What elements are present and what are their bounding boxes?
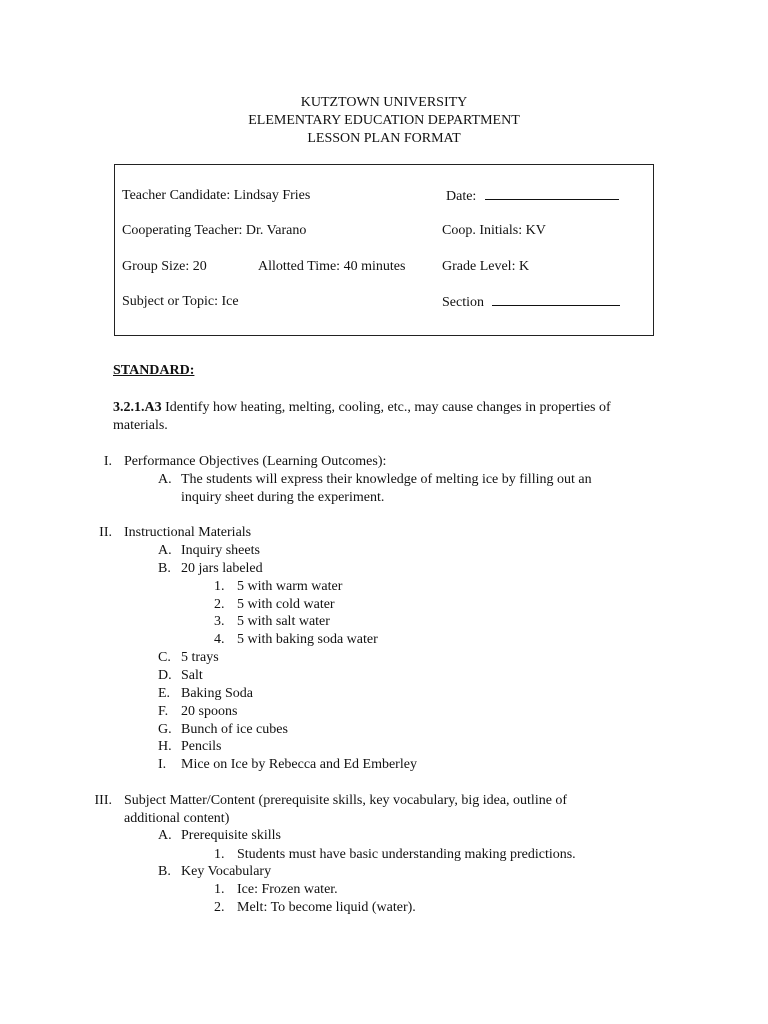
list-marker: F. bbox=[158, 704, 169, 719]
list-marker: I. bbox=[158, 757, 167, 772]
list-item: Prerequisite skills bbox=[181, 828, 281, 843]
document-title: LESSON PLAN FORMAT bbox=[307, 131, 461, 146]
list-item: Pencils bbox=[181, 739, 222, 754]
sublist-marker: 1. bbox=[214, 847, 225, 862]
list-item: Key Vocabulary bbox=[181, 864, 272, 879]
sublist-marker: 3. bbox=[214, 614, 225, 629]
sublist-item: Ice: Frozen water. bbox=[237, 882, 338, 897]
sublist-marker: 4. bbox=[214, 632, 225, 647]
list-marker: E. bbox=[158, 686, 171, 701]
section-title: Instructional Materials bbox=[124, 525, 252, 540]
sublist-marker: 1. bbox=[214, 882, 225, 897]
list-item: 20 jars labeled bbox=[181, 561, 263, 576]
list-item: Salt bbox=[181, 668, 203, 683]
subject-topic: Subject or Topic: Ice bbox=[122, 294, 239, 309]
list-item: Bunch of ice cubes bbox=[181, 722, 288, 737]
list-marker: A. bbox=[158, 472, 172, 487]
standard-description: Identify how heating, melting, cooling, etc., may cause changes in properties of bbox=[161, 400, 611, 415]
section-title: Subject Matter/Content (prerequisite skills, key vocabulary, big idea, outline of bbox=[124, 793, 568, 808]
sublist-item: 5 with warm water bbox=[237, 579, 343, 594]
sublist-item: 5 with cold water bbox=[237, 597, 335, 612]
list-item: 20 spoons bbox=[181, 704, 238, 719]
standard-code: 3.2.1.A3 bbox=[113, 400, 162, 415]
list-marker: B. bbox=[158, 864, 171, 879]
sublist-item: 5 with baking soda water bbox=[237, 632, 378, 647]
list-item: 5 trays bbox=[181, 650, 219, 665]
section-title: Performance Objectives (Learning Outcomes): bbox=[124, 454, 387, 469]
standard-text bbox=[113, 399, 611, 416]
department-name: ELEMENTARY EDUCATION DEPARTMENT bbox=[248, 113, 520, 128]
list-marker: D. bbox=[158, 668, 172, 683]
list-item: Inquiry sheets bbox=[181, 543, 260, 558]
sublist-item: Melt: To become liquid (water). bbox=[237, 900, 416, 915]
standard-text-continued: materials. bbox=[113, 418, 168, 433]
section-field bbox=[442, 293, 620, 311]
section-blank bbox=[492, 293, 620, 306]
sublist-item: 5 with salt water bbox=[237, 614, 330, 629]
list-marker: H. bbox=[158, 739, 172, 754]
sublist-item: Students must have basic understanding making predictions. bbox=[237, 847, 576, 862]
standard-heading: STANDARD: bbox=[113, 363, 195, 378]
list-marker: B. bbox=[158, 561, 171, 576]
section-title-continued: additional content) bbox=[124, 811, 230, 826]
list-item-continued: inquiry sheet during the experiment. bbox=[181, 490, 385, 505]
section-label: Section bbox=[442, 295, 484, 310]
list-marker: A. bbox=[158, 543, 172, 558]
section-numeral: I. bbox=[103, 454, 112, 469]
group-size: Group Size: 20 bbox=[122, 259, 207, 274]
coop-initials: Coop. Initials: KV bbox=[442, 223, 546, 238]
list-item: The students will express their knowledge of melting ice by filling out an bbox=[181, 472, 592, 487]
list-marker: G. bbox=[158, 722, 172, 737]
sublist-marker: 2. bbox=[214, 597, 225, 612]
list-item: Mice on Ice by Rebecca and Ed Emberley bbox=[181, 757, 417, 772]
sublist-marker: 1. bbox=[214, 579, 225, 594]
university-name: KUTZTOWN UNIVERSITY bbox=[300, 95, 468, 110]
cooperating-teacher: Cooperating Teacher: Dr. Varano bbox=[122, 223, 307, 238]
date-label: Date: bbox=[446, 189, 477, 204]
list-marker: A. bbox=[158, 828, 172, 843]
list-marker: C. bbox=[158, 650, 171, 665]
grade-level: Grade Level: K bbox=[442, 259, 530, 274]
list-item: Baking Soda bbox=[181, 686, 253, 701]
section-numeral: III. bbox=[94, 793, 112, 808]
teacher-candidate: Teacher Candidate: Lindsay Fries bbox=[122, 188, 311, 203]
section-numeral: II. bbox=[99, 525, 112, 540]
date-blank bbox=[485, 187, 619, 200]
sublist-marker: 2. bbox=[214, 900, 225, 915]
date-field bbox=[446, 187, 619, 205]
allotted-time: Allotted Time: 40 minutes bbox=[258, 259, 406, 274]
